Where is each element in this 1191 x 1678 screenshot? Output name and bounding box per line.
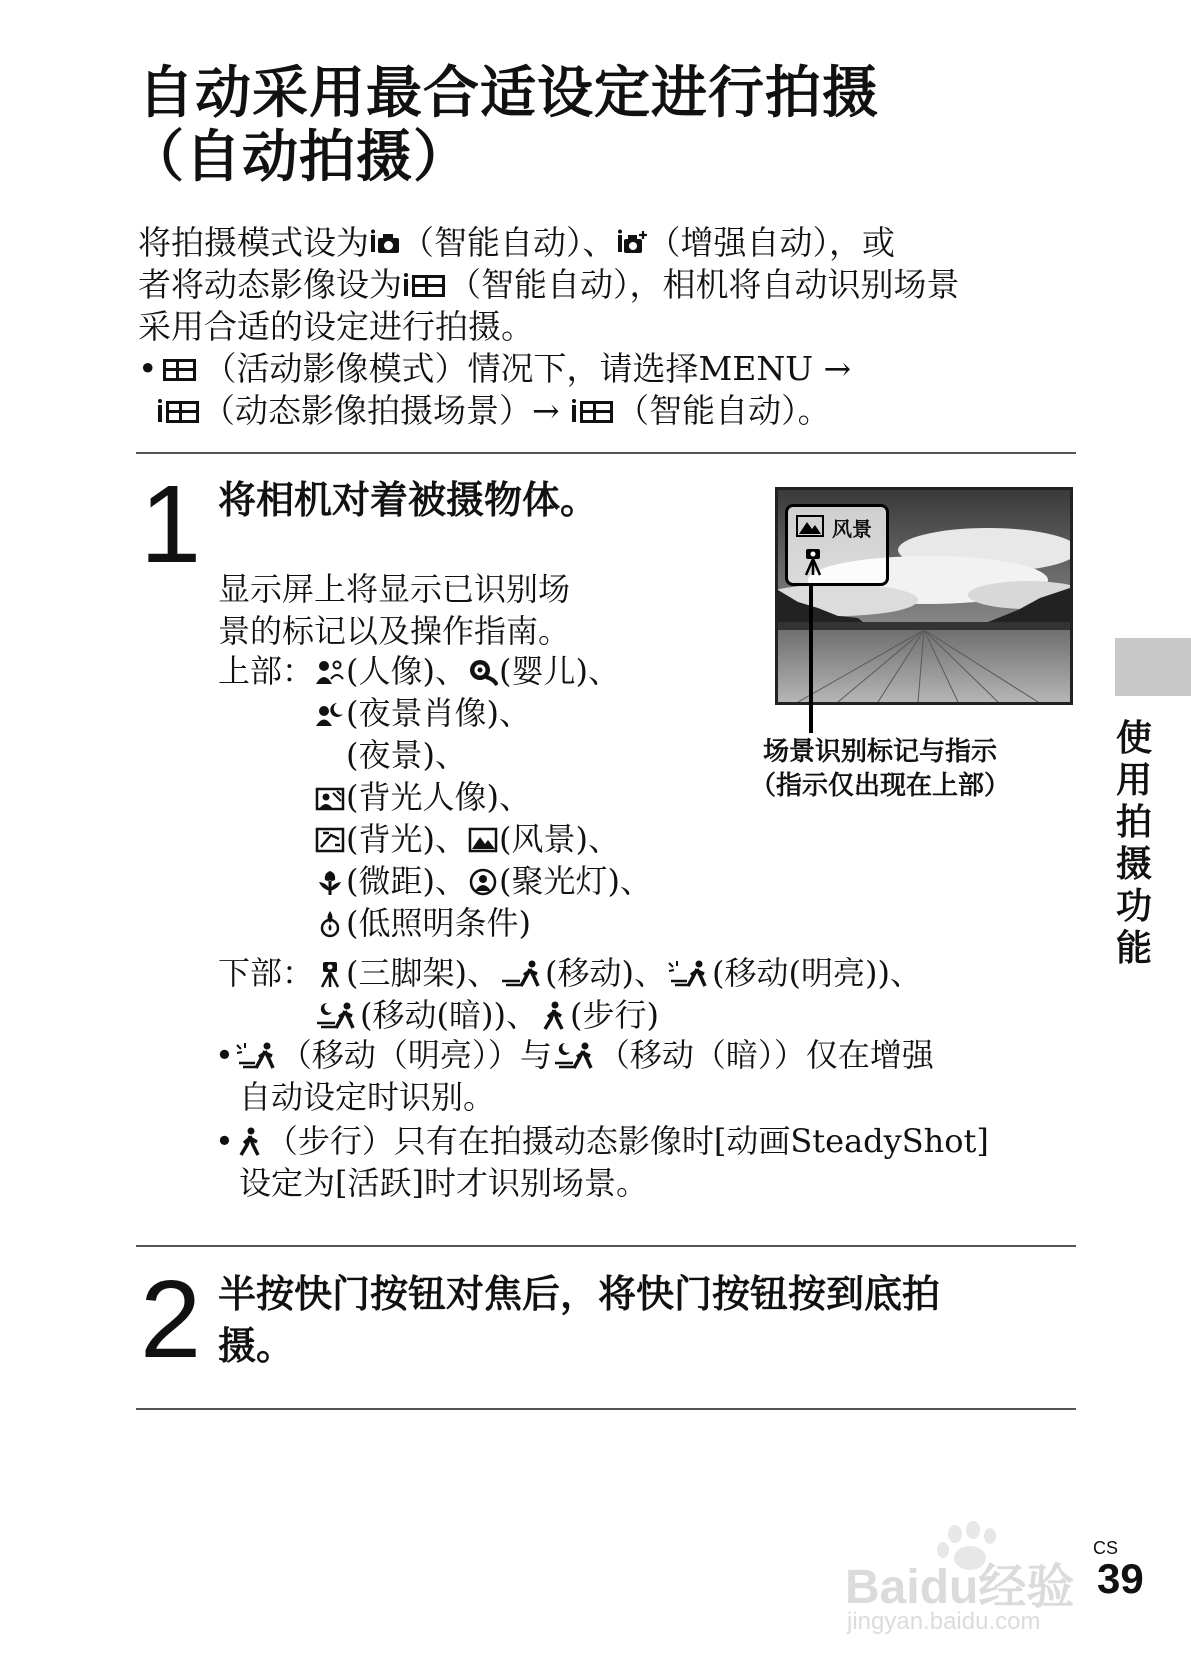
moving-dark-icon [553,1041,597,1071]
title-line-2: （自动拍摄） [128,125,470,190]
step-1-number: 1 [140,463,202,586]
watermark-url: jingyan.baidu.com [847,1608,1041,1635]
moving-bright-icon [667,959,711,989]
intelligent-auto-icon [370,229,400,259]
walking-icon [539,1001,569,1031]
moving-icon [500,959,544,989]
side-section-label: 使 用 拍 摄 功 能 [1115,718,1152,969]
night-portrait-icon [315,699,345,729]
section-divider [136,1408,1076,1410]
intro-paragraph [138,222,1073,432]
bullet-item: • （移动（明亮））与 （移动（暗））仅在增强 [215,1036,934,1074]
step-1-bullets: • （移动（明亮））与 （移动（暗））仅在增强 自动设定时识别。 • （步行）只有在拍摄动态影像时[动画SteadyShot] 设定为[活跃]时才识别场景。 [215,1036,989,1202]
scene-label: 风景 [832,517,872,541]
intelligent-auto-movie-icon [403,271,447,301]
title-line-1: 自动采用最合适设定进行拍摄 [138,61,879,126]
intro-line-3: 采用合适的设定进行拍摄。 [138,307,534,346]
baby-icon [468,657,498,687]
intro-line-1: 将拍摄模式设为 （智能自动）、 （增强自动），或 [138,223,895,262]
portrait-icon [315,657,345,687]
step-2-number: 2 [140,1258,202,1381]
step-1-heading: 将相机对着被摄物体。 [218,478,599,522]
page-number: 39 [1097,1555,1144,1602]
backlight-portrait-icon [315,783,345,813]
baidu-watermark [845,1520,1085,1645]
tripod-icon [315,959,345,989]
language-code: CS [1093,1538,1119,1558]
tripod-icon [800,547,826,577]
step-1-description: 显示屏上将显示已识别场 景的标记以及操作指南。 [218,570,571,650]
landscape-icon [468,825,498,855]
intelligent-auto-movie-icon [157,397,201,427]
moving-bright-icon [235,1041,279,1071]
movie-mode-icon [158,355,202,385]
intro-note-line-2: （动态影像拍摄场景）→ （智能自动）。 [138,390,1073,432]
scene-indicator-box [785,504,889,586]
macro-icon [315,867,345,897]
spotlight-icon [468,867,498,897]
section-divider [136,1245,1076,1247]
intelligent-auto-movie-icon [571,397,615,427]
landscape-icon [796,515,824,537]
walking-icon [235,1127,265,1157]
callout-caption: 场景识别标记与指示 （指示仅出现在上部） [749,737,1010,801]
backlight-icon [315,825,345,855]
upper-icons-list: 上部： (人像)、 (婴儿)、 (夜景肖像)、 (夜景)、 (背光人像)、 (背光)、 (风景)、 (微距)、 (聚光灯)、 (低照明条件) [218,652,652,942]
moving-dark-icon [315,1001,359,1031]
page-title [128,61,1038,190]
intro-line-2: 者将动态影像设为 （智能自动），相机将自动识别场景 [138,265,960,304]
night-scene-icon [315,741,345,771]
bullet-item: • （步行）只有在拍摄动态影像时[动画SteadyShot] [215,1122,989,1160]
callout-pointer [809,586,813,733]
intro-note-line-1: • （活动影像模式）情况下，请选择MENU → [138,349,852,388]
low-light-icon [315,909,345,939]
step-2-heading: 半按快门按钮对焦后，将快门按钮按到底拍 摄。 [218,1272,941,1368]
side-tab-marker [1115,638,1191,696]
lower-icons-list: 下部： (三脚架)、 (移动)、 (移动(明亮))、 (移动(暗))、 (步行) [218,954,922,1034]
superior-auto-icon [617,229,647,259]
section-divider [136,452,1076,454]
watermark-brand: Baidu经验 [845,1561,1075,1614]
